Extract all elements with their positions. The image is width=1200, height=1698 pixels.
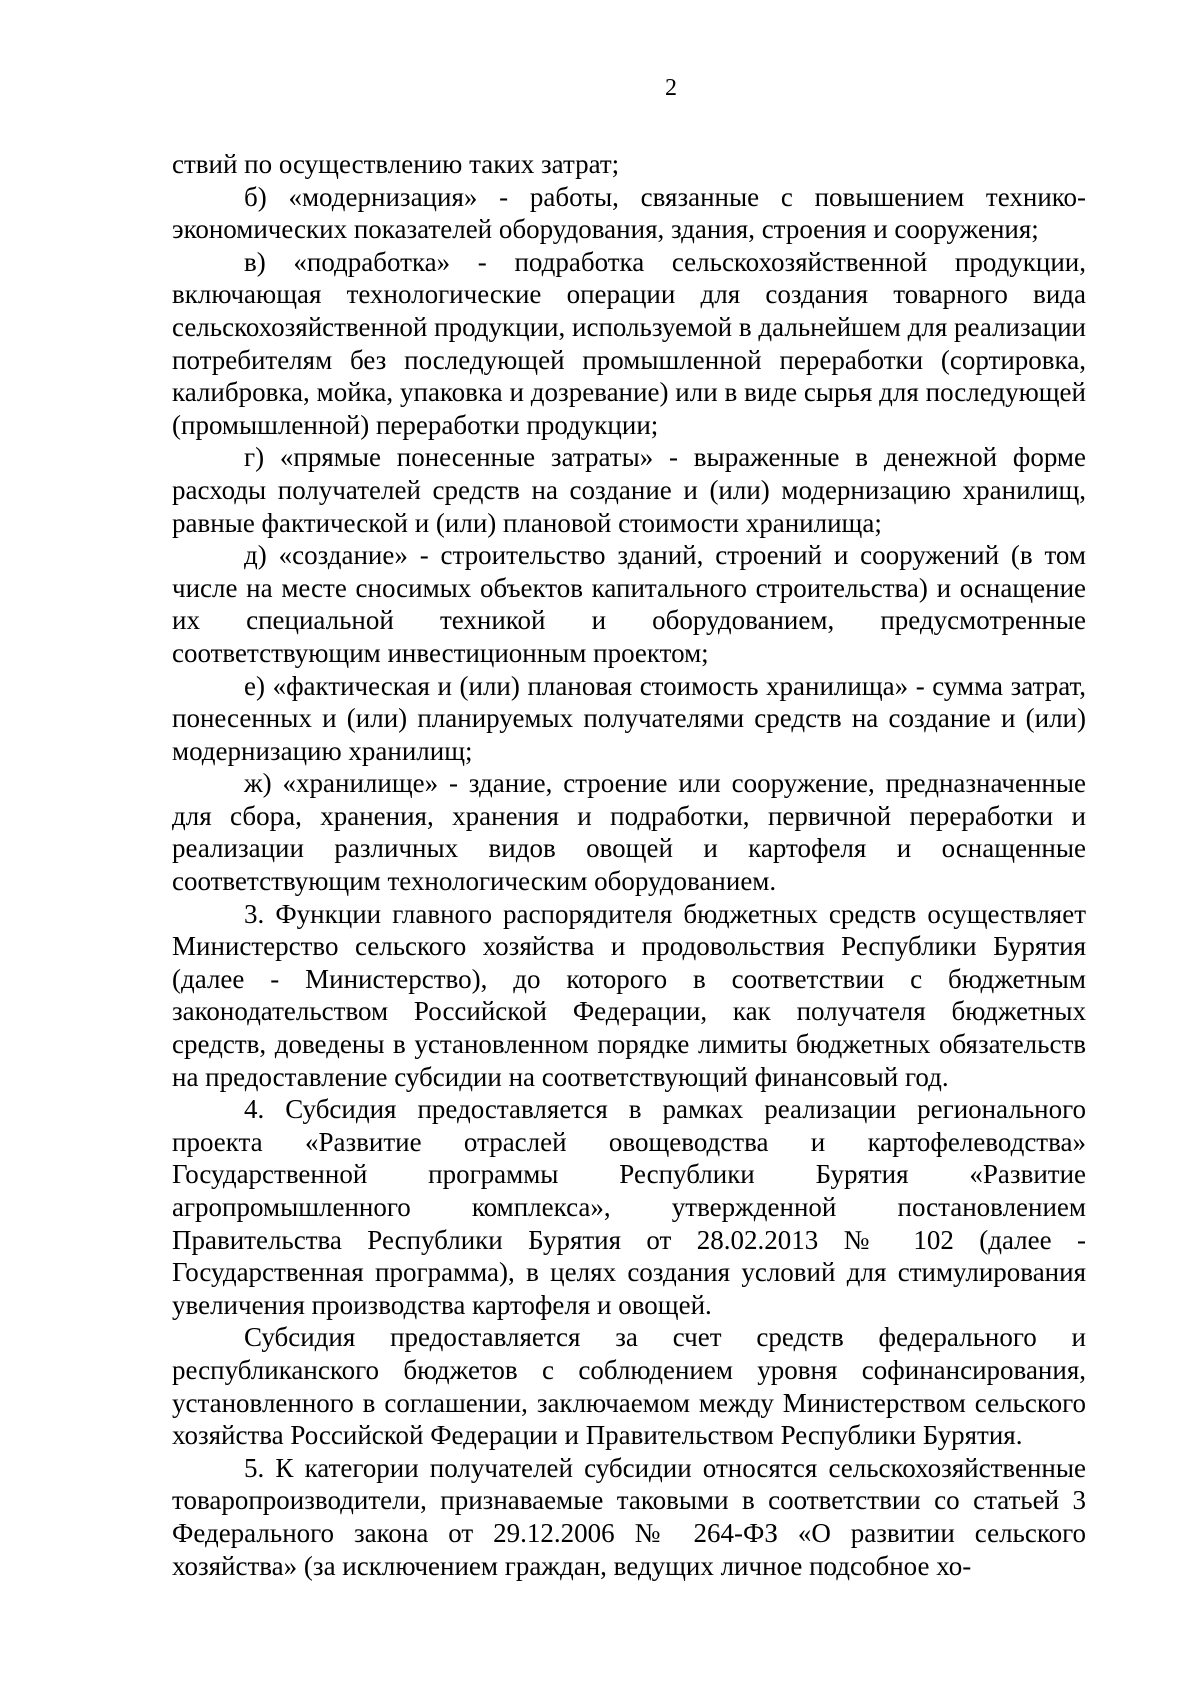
paragraph-item-3: 3. Функции главного распорядителя бюджетных средств осуществляет Министерство сельского хозяйства и продовольствия Республики Бурятия (далее - Министерство), до которого в соответствии с бюджетным законодательством Российской Федерации, как получателя бюджетных средств, доведены в установленном порядке лимиты бюджетных обязательств на предоставление субсидии на соответствующий финансовый год. bbox=[172, 898, 1086, 1092]
paragraph-definition-e: е) «фактическая и (или) плановая стоимость хранилища» - сумма затрат, понесенных и (или) планируемых получателями средств на создание и (или) модернизацию хранилищ; bbox=[172, 670, 1086, 766]
paragraph-definition-d: д) «создание» - строительство зданий, строений и сооружений (в том числе на месте сносимых объектов капитального строительства) и оснащение их специальной техникой и оборудованием, предусмотренные соответствующим инвестиционным проектом; bbox=[172, 540, 1086, 668]
page-number: 2 bbox=[665, 75, 677, 101]
paragraph-subsidy-funding: Субсидия предоставляется за счет средств федерального и республиканского бюджетов с соблюдением уровня софинансирования, установленного в соглашении, заключаемом между Министерством сельского хозяйства Российской Федерации и Правительством Республики Бурятия. bbox=[172, 1322, 1086, 1451]
paragraph-item-4: 4. Субсидия предоставляется в рамках реализации регионального проекта «Развитие отраслей овощеводства и картофелеводства» Государственной программы Республики Бурятия «Развитие агропромышленного комплекса», утвержденной постановлением Правительства Республики Бурятия от 28.02.2013 № 102 (далее - Государственная программа), в целях создания условий для стимулирования увеличения производства картофеля и овощей. bbox=[172, 1094, 1086, 1320]
paragraph-definition-b: б) «модернизация» - работы, связанные с повышением технико-экономических показателей оборудования, здания, строения и сооружения; bbox=[172, 181, 1086, 245]
paragraph-definition-v: в) «подработка» - подработка сельскохозяйственной продукции, включающая технологические операции для создания товарного вида сельскохозяйственной продукции, используемой в дальнейшем для реализации потребителям без последующей промышленной переработки (сортировка, калибровка, мойка, упаковка и дозревание) или в виде сырья для последующей (промышленной) переработки продукции; bbox=[172, 246, 1086, 440]
paragraph-item-5: 5. К категории получателей субсидии относятся сельскохозяйственные товаропроизводители, признаваемые таковыми в соответствии со статьей 3 Федерального закона от 29.12.2006 № 264-ФЗ «О развитии сельского хозяйства» (за исключением граждан, ведущих личное подсобное хо- bbox=[172, 1452, 1086, 1581]
paragraph-definition-zh: ж) «хранилище» - здание, строение или сооружение, предназначенные для сбора, хранения, хранения и подработки, первичной переработки и реализации различных видов овощей и картофеля и оснащенные соответствующим технологическим оборудованием. bbox=[172, 768, 1086, 897]
paragraph-definition-g: г) «прямые понесенные затраты» - выраженные в денежной форме расходы получателей средств на создание и (или) модернизацию хранилищ, равные фактической и (или) плановой стоимости хранилища; bbox=[172, 442, 1086, 538]
document-body bbox=[172, 148, 1086, 1582]
paragraph-continuation: ствий по осуществлению таких затрат; bbox=[172, 149, 620, 179]
